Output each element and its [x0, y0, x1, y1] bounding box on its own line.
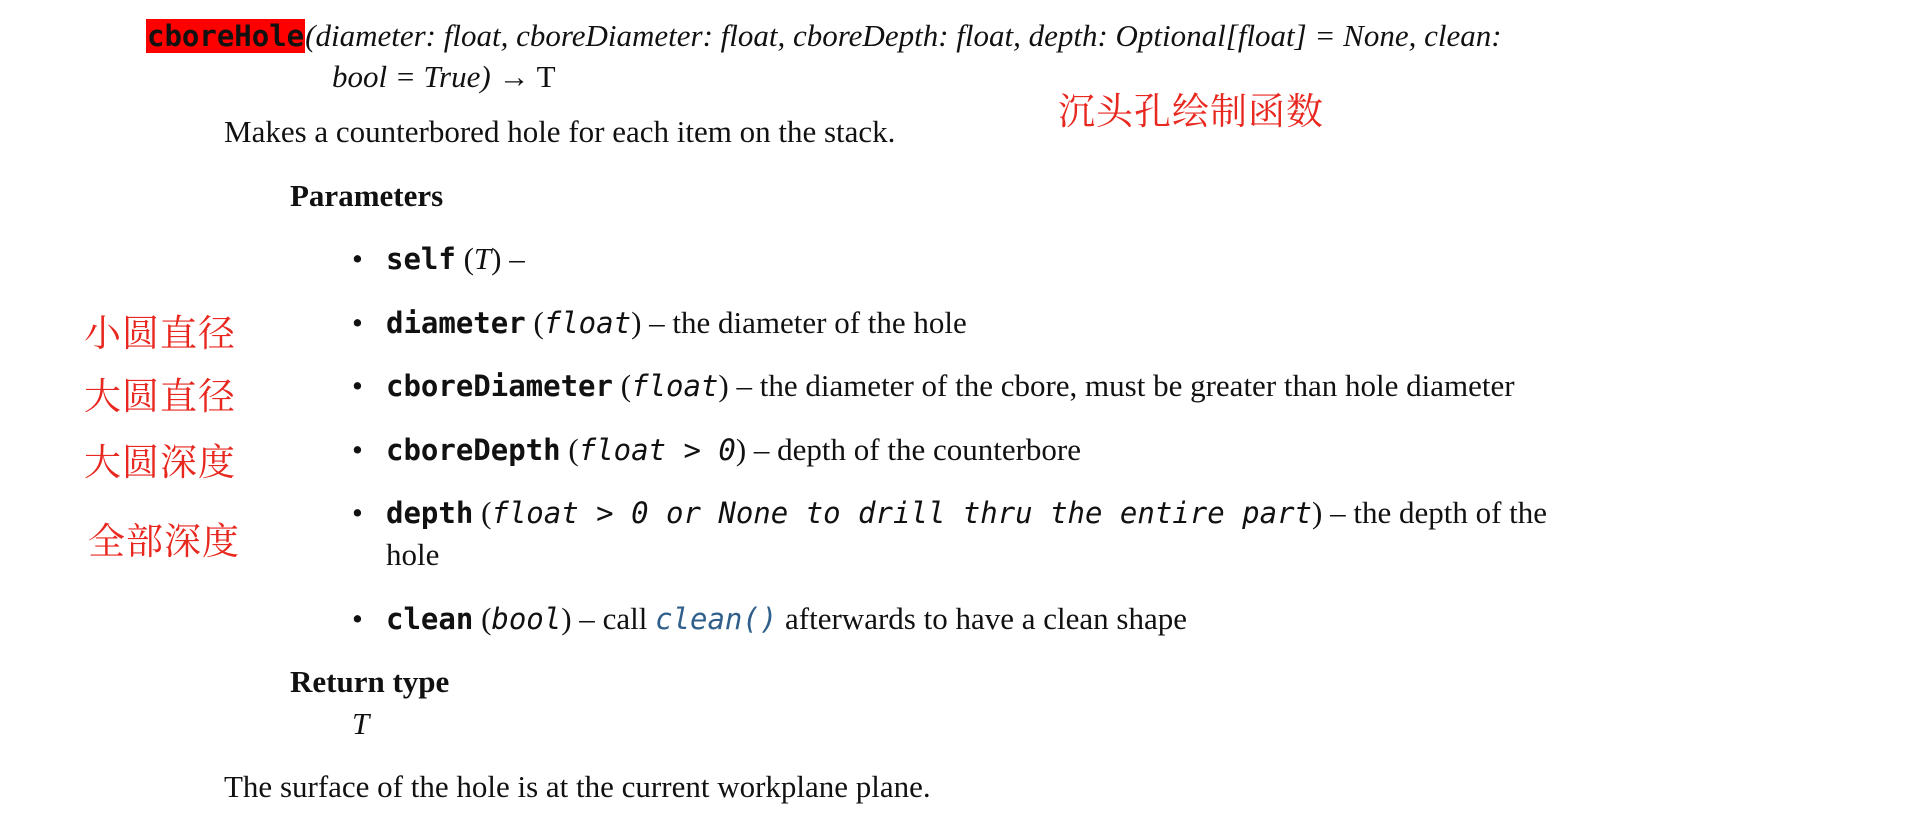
- signature-return-type: T: [536, 59, 556, 94]
- param-diameter: • diameter (float) – the diameter of the hole: [352, 305, 967, 340]
- bullet: •: [352, 241, 363, 276]
- param-type: T: [473, 241, 492, 276]
- param-desc-post: afterwards to have a clean shape: [785, 601, 1187, 636]
- annotation-total-depth: 全部深度: [88, 520, 240, 563]
- signature-args-line2: bool = True): [332, 59, 491, 94]
- param-name: depth: [386, 496, 474, 530]
- clean-link[interactable]: clean(): [655, 602, 778, 636]
- param-type: float > 0 or None to drill thru the entire part: [491, 496, 1312, 530]
- param-cboreDiameter: • cboreDiameter (float) – the diameter of the cbore, must be greater than hole diameter: [352, 368, 1515, 403]
- param-desc: the diameter of the cbore, must be greater than hole diameter: [759, 368, 1515, 403]
- annotation-large-circle-diameter: 大圆直径: [84, 375, 236, 418]
- param-name: cboreDepth: [386, 433, 561, 467]
- annotation-title-note: 沉头孔绘制函数: [1058, 90, 1324, 133]
- param-type: bool: [491, 602, 562, 636]
- bullet: •: [352, 368, 363, 403]
- function-name: cboreHole: [147, 19, 305, 53]
- param-type: float: [631, 369, 719, 403]
- annotation-large-circle-depth: 大圆深度: [84, 441, 236, 484]
- return-arrow: →: [498, 59, 530, 94]
- param-name: diameter: [386, 306, 526, 340]
- bullet: •: [352, 601, 363, 636]
- param-desc: depth of the counterbore: [777, 432, 1082, 467]
- function-footer-note: The surface of the hole is at the current workplane plane.: [224, 769, 931, 804]
- param-clean: • clean (bool) – call clean() afterwards to have a clean shape: [352, 601, 1187, 636]
- param-self: • self (T) –: [352, 241, 525, 276]
- param-name: cboreDiameter: [386, 369, 613, 403]
- bullet: •: [352, 305, 363, 340]
- return-type-value: T: [352, 706, 370, 741]
- param-desc-pre: call: [602, 601, 648, 636]
- parameters-heading: Parameters: [290, 178, 444, 213]
- param-depth: • depth (float > 0 or None to drill thru the entire part) – the depth of the: [352, 495, 1548, 530]
- param-type: float > 0: [578, 433, 736, 467]
- param-cboreDepth: • cboreDepth (float > 0) – depth of the counterbore: [352, 432, 1082, 467]
- function-signature: [146, 17, 1502, 55]
- return-type-heading: Return type: [290, 664, 450, 699]
- param-desc: the diameter of the hole: [672, 305, 967, 340]
- param-desc: the depth of the: [1353, 495, 1548, 530]
- param-depth-desc-cont: hole: [386, 537, 440, 572]
- signature-args-line1: (diameter: float, cboreDiameter: float, cboreDepth: float, depth: Optional[float] = None, clean:: [305, 18, 1502, 53]
- param-name: clean: [386, 602, 474, 636]
- annotation-small-circle-diameter: 小圆直径: [84, 312, 236, 355]
- bullet: •: [352, 432, 363, 467]
- signature-line2: [332, 58, 556, 96]
- bullet: •: [352, 495, 363, 530]
- param-name: self: [386, 242, 456, 276]
- param-type: float: [543, 306, 632, 340]
- function-description: Makes a counterbored hole for each item on the stack.: [224, 114, 896, 149]
